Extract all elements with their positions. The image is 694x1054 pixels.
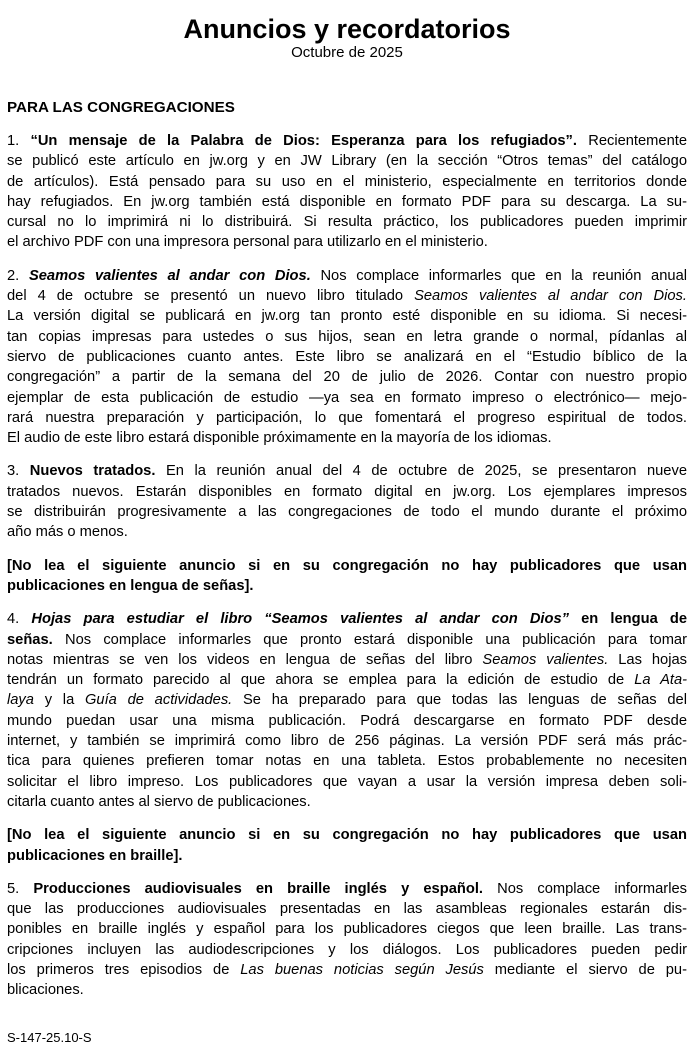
text-segment: mediante el siervo de pu- (483, 961, 687, 978)
text-segment: [No lea el siguiente anuncio si en su congregación no hay publicadores que usan (7, 557, 687, 574)
text-segment: rará nuestra preparación y participación, lo que fomentará el progreso espiritual de todos. (7, 409, 687, 426)
text-line (7, 711, 687, 731)
page-title: Anuncios y recordatorios (183, 14, 511, 44)
text-line (7, 772, 687, 792)
text-segment: que las producciones audiovisuales presentadas en las asambleas regionales estarán dis- (7, 901, 687, 918)
text-segment: año más o menos. (7, 524, 128, 541)
text-segment: de artículos). Está pensado para su uso en el ministerio, especialmente en territorios donde (7, 173, 687, 190)
text-line (7, 151, 687, 171)
document-body (7, 131, 687, 1001)
text-line (7, 428, 687, 448)
text-line (7, 388, 687, 408)
text-line (7, 630, 687, 650)
text-line (7, 172, 687, 192)
text-line (7, 879, 687, 899)
text-segment: notas mientras se ven los videos en lengua de señas del libro (7, 651, 483, 668)
text-line (7, 266, 687, 286)
text-line (7, 899, 687, 919)
text-segment: [No lea el siguiente anuncio si en su congregación no hay publicadores que usan (7, 827, 687, 844)
text-line (7, 690, 687, 710)
announcement-5 (7, 879, 687, 1001)
text-line (7, 286, 687, 306)
text-line (7, 940, 687, 960)
text-segment: “Un mensaje de la Palabra de Dios: Esperanza para los refugiados”. (30, 133, 577, 149)
announcement-3 (7, 461, 687, 542)
text-segment: La Ata- (634, 672, 688, 689)
text-segment: Nos complace informarles (482, 880, 687, 897)
text-line (7, 212, 687, 232)
text-segment: blicaciones. (7, 982, 84, 999)
text-segment: Hojas para estudiar el libro “Seamos valientes al andar con Dios” (31, 611, 569, 628)
form-number: S-147-25.10-S (7, 1030, 92, 1045)
text-segment: cripciones incluyen las audiodescripciones y los diálogos. Los publicadores pueden pedir (7, 941, 687, 958)
text-segment: publicaciones en braille]. (7, 847, 183, 864)
text-line (7, 502, 687, 522)
text-segment: El audio de este libro estará disponible próximamente en la mayoría de los idiomas. (7, 430, 552, 447)
text-segment: Nos complace informarles que en la reunión anual (310, 267, 687, 284)
text-segment: Seamos valientes al andar con Dios. (28, 267, 311, 284)
announcement-1 (7, 131, 687, 253)
text-segment: ponibles en braille inglés y español para los publicadores ciegos que leen braille. Las trans- (7, 921, 687, 938)
text-segment: solicitar el libro impreso. Los publicadores que vayan a usar la versión impresa deben soli- (7, 773, 687, 790)
text-segment: se distribuirán progresivamente a las congregaciones de todo el mundo durante el próximo (7, 504, 687, 521)
text-segment: del 4 de octubre se presentó un nuevo libro titulado (7, 288, 415, 305)
text-segment: Guía de actividades. (85, 692, 233, 709)
text-segment: ejemplar de esta publicación de estudio —ya sea en formato impreso o electrónico— mejo- (7, 389, 687, 406)
text-segment: Se ha preparado para que todas las lenguas de señas del (232, 692, 687, 709)
text-line (7, 306, 687, 326)
text-segment: en lengua de (569, 611, 688, 628)
text-line (7, 327, 687, 347)
text-segment: 4. (7, 611, 32, 628)
text-segment: 1. (7, 133, 31, 149)
text-segment: tica para quienes prefieren tomar notas en una tableta. Estos probablemente no necesiten (7, 753, 687, 770)
text-segment: 3. (7, 463, 30, 480)
text-line (7, 576, 687, 596)
page-subtitle: Octubre de 2025 (291, 44, 403, 61)
text-line (7, 825, 687, 845)
text-segment: cursal no lo imprimirá ni lo distribuirá. Si resulta práctico, los publicadores pueden imprimir (7, 214, 687, 231)
text-line (7, 482, 687, 502)
text-line (7, 731, 687, 751)
text-line (7, 192, 687, 212)
text-segment: Nuevos tratados. (29, 463, 156, 480)
text-segment: Seamos valientes al andar con Dios. (414, 288, 687, 305)
text-segment: Recientemente (576, 133, 687, 149)
text-segment: y la (33, 692, 85, 709)
text-segment: el archivo PDF con una impresora personal para utilizarlo en el ministerio. (7, 234, 488, 251)
note-sign-language (7, 556, 687, 597)
text-segment: mundo puedan usar una misma publicación. Podrá descargarse en formato PDF desde (7, 712, 687, 729)
text-segment: La versión digital se publicará en jw.org tan pronto esté disponible en su idioma. Si necesi- (7, 308, 687, 325)
text-line (7, 461, 687, 481)
text-segment: internet, y también se imprimirá como libro de 256 páginas. La versión PDF será más prác- (7, 733, 687, 750)
text-segment: señas. (7, 631, 53, 648)
text-line (7, 522, 687, 542)
text-line (7, 960, 687, 980)
text-segment: Las hojas (608, 651, 687, 668)
text-segment: laya (7, 692, 34, 709)
text-segment: los primeros tres episodios de (7, 961, 241, 978)
announcement-4 (7, 609, 687, 812)
text-line (7, 408, 687, 428)
text-segment: tratados nuevos. Estarán disponibles en formato digital en jw.org. Los ejemplares impresos (7, 483, 687, 500)
text-line (7, 609, 687, 629)
text-line (7, 232, 687, 252)
text-line (7, 670, 687, 690)
section-heading: PARA LAS CONGREGACIONES (7, 99, 235, 116)
text-line (7, 919, 687, 939)
text-line (7, 131, 687, 151)
text-segment: 5. (7, 880, 34, 897)
text-segment: En la reunión anual del 4 de octubre de 2025, se presentaron nueve (155, 463, 687, 480)
text-line (7, 980, 687, 1000)
text-segment: se publicó este artículo en jw.org y en JW Library (en la sección “Otros temas” del catálogo (7, 153, 687, 170)
text-segment: hay refugiados. En jw.org también está disponible en formato PDF para su descarga. La su- (7, 193, 687, 210)
text-segment: tendrán un formato parecido al que ahora se emplea para la edición de estudio de (7, 672, 635, 689)
text-segment: citarla cuanto antes al siervo de publicaciones. (7, 793, 311, 810)
note-braille (7, 825, 687, 866)
text-segment: tan copias impresas para ustedes o sus hijos, sean en letra grande o normal, pídanlas al (7, 328, 687, 345)
text-segment: Seamos valientes. (482, 651, 609, 668)
text-segment: 2. (7, 267, 29, 284)
text-line (7, 347, 687, 367)
text-segment: Producciones audiovisuales en braille inglés y español. (33, 880, 483, 897)
text-line (7, 367, 687, 387)
text-segment: congregación” a partir de la semana del 20 de julio de 2026. Contar con nuestro propio (7, 369, 687, 386)
text-line (7, 650, 687, 670)
text-line (7, 846, 687, 866)
text-line (7, 792, 687, 812)
text-segment: publicaciones en lengua de señas]. (7, 577, 254, 594)
announcement-2 (7, 266, 687, 449)
text-line (7, 751, 687, 771)
text-segment: Las buenas noticias según Jesús (240, 961, 484, 978)
text-segment: Nos complace informarles que pronto estará disponible una publicación para tomar (52, 631, 687, 648)
text-segment: siervo de publicaciones cuanto antes. Este libro se analizará en el “Estudio bíblico de la (7, 348, 687, 365)
text-line (7, 556, 687, 576)
